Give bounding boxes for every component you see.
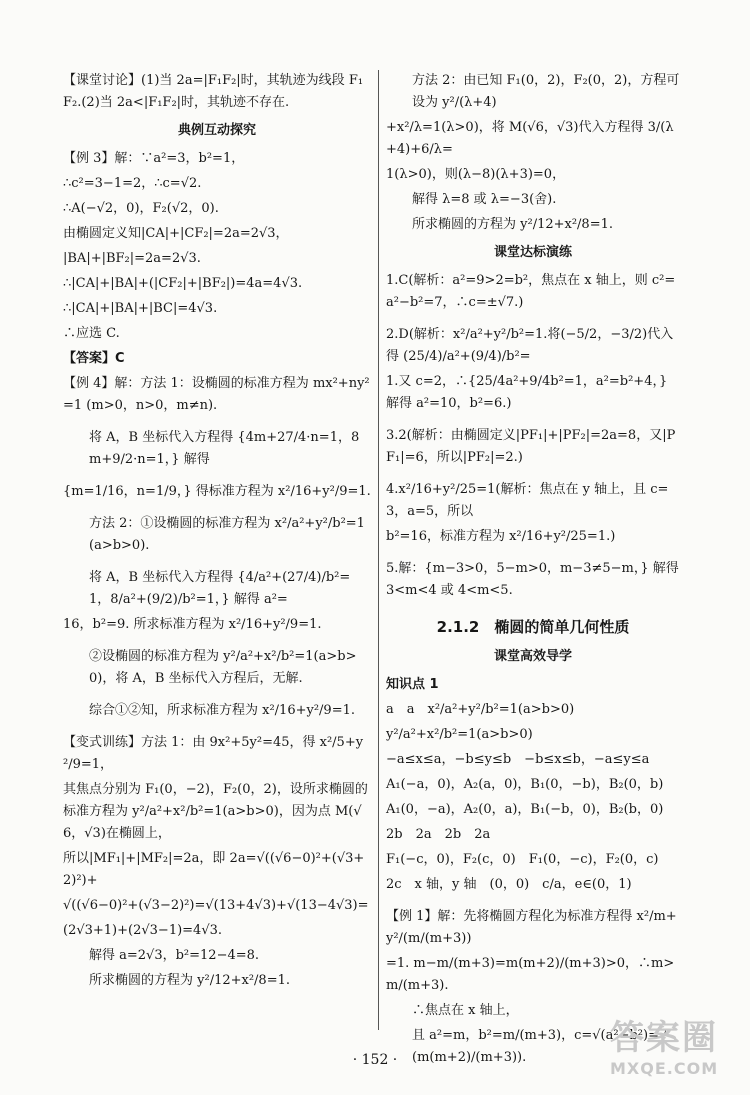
text-line: 由椭圆定义知|CA|+|CF₂|=2a=2√3，	[63, 226, 289, 241]
text-line: 1(λ>0)，则(λ−8)(λ+3)=0，	[386, 167, 566, 182]
chapter-heading: 2.1.2 椭圆的简单几何性质	[436, 618, 630, 636]
knowledge-point-label: 知识点 1	[386, 677, 439, 692]
text-line: √((√6−0)²+(√3−2)²)=√(13+4√3)+√(13−4√3)=	[63, 898, 369, 913]
text-line: 将 A，B 坐标代入方程得 {4/a²+(27/4)/b²=1，8/a²+(9/2)/b²=1，} 解得 a²=	[89, 570, 351, 607]
watermark-url: MXQE.COM	[610, 1059, 719, 1078]
text-line: ∴|CA|+|BA|+|BC|=4√3.	[63, 301, 218, 316]
exercise-2-cont: 1.又 c=2，∴{25/4a²+9/4b²=1，a²=b²+4，} 解得 a²=10，b²=6.)	[386, 374, 668, 411]
section-heading: 典例互动探究	[177, 123, 256, 138]
text-line: y²/a²+x²/b²=1(a>b>0)	[386, 727, 533, 742]
text-line: 将 A，B 坐标代入方程得 {4m+27/4·n=1，8m+9/2·n=1，} 解得	[89, 430, 360, 467]
text-line: 所求椭圆的方程为 y²/12+x²/8=1.	[89, 973, 290, 988]
column-divider	[378, 70, 379, 1030]
text-line: ∴|CA|+|BA|+(|CF₂|+|BF₂|)=4a=4√3.	[63, 276, 303, 291]
discussion-paragraph: 【课堂讨论】(1)当 2a=|F₁F₂|时，其轨迹为线段 F₁F₂.(2)当 2a<|F₁F₂|时，其轨迹不存在.	[63, 73, 364, 110]
left-column	[63, 70, 371, 995]
exercise-3: 3.2(解析：由椭圆定义|PF₁|+|PF₂|=2a=8，又|PF₁|=6，所以|PF₂|=2.)	[386, 428, 676, 465]
text-line: +x²/λ=1(λ>0)，将 M(√6，√3)代入方程得 3/(λ+4)+6/λ=	[386, 120, 674, 157]
variant-training-line: 【变式训练】方法 1：由 9x²+5y²=45，得 x²/5+y²/9=1，	[63, 735, 364, 772]
page-number: · 152 ·	[352, 1052, 398, 1068]
text-line: {m=1/16，n=1/9，} 得标准方程为 x²/16+y²/9=1.	[63, 484, 371, 499]
text-line: =1. m−m/(m+3)=m(m+2)/(m+3)>0，∴m>m/(m+3).	[386, 956, 675, 993]
text-line: ∴c²=3−1=2，∴c=√2.	[63, 176, 202, 191]
watermark-text: 答案圈	[610, 1018, 718, 1058]
text-line: 方法 2：①设椭圆的标准方程为 x²/a²+y²/b²=1(a>b>0).	[89, 516, 365, 553]
answer-line: 【答案】C	[63, 351, 125, 366]
text-line: 所以|MF₁|+|MF₂|=2a，即 2a=√((√6−0)²+(√3+2)²)+	[63, 851, 365, 888]
section-heading: 课堂高效导学	[493, 649, 572, 664]
text-line: 2b 2a 2b 2a	[386, 827, 491, 842]
text-line: A₁(0，−a)，A₂(0，a)，B₁(−b，0)，B₂(b，0)	[386, 802, 664, 817]
text-line: |BA|+|BF₂|=2a=2√3.	[63, 251, 201, 266]
text-line: F₁(−c，0)，F₂(c，0) F₁(0，−c)，F₂(0，c)	[386, 852, 659, 867]
right-column	[386, 70, 680, 1072]
section-heading: 课堂达标演练	[493, 245, 572, 260]
example-4-line: 【例 4】解：方法 1：设椭圆的标准方程为 mx²+ny²=1 (m>0，n>0，m≠n).	[63, 376, 370, 413]
text-line: 方法 2：由已知 F₁(0，2)，F₂(0，2)，方程可设为 y²/(λ+4)	[412, 73, 680, 110]
text-line: 所求椭圆的方程为 y²/12+x²/8=1.	[412, 217, 613, 232]
exercise-1: 1.C(解析：a²=9>2=b²，焦点在 x 轴上，则 c²=a²−b²=7，∴c=±√7.)	[386, 273, 676, 310]
text-line: 解得 a=2√3，b²=12−4=8.	[89, 948, 260, 963]
text-line: ∴A(−√2，0)，F₂(√2，0).	[63, 201, 219, 216]
text-line: ②设椭圆的标准方程为 y²/a²+x²/b²=1(a>b>0)，将 A，B 坐标代入方程后，无解.	[89, 649, 357, 686]
text-line: 且 a²=m，b²=m/(m+3)，c=√(a²−b²)=√(m(m+2)/(m+3)).	[412, 1028, 668, 1065]
text-line: 解得 λ=8 或 λ=−3(舍).	[412, 192, 557, 207]
exercise-2: 2.D(解析：x²/a²+y²/b²=1.将(−5/2，−3/2)代入得 (25/4)/a²+(9/4)/b²=	[386, 327, 674, 364]
example-3-line: 【例 3】解：∵a²=3，b²=1，	[63, 151, 245, 166]
example-1-line: 【例 1】解：先将椭圆方程化为标准方程得 x²/m+y²/(m/(m+3))	[386, 909, 677, 946]
text-line: 其焦点分别为 F₁(0，−2)，F₂(0，2)，设所求椭圆的标准方程为 y²/a²+x²/b²=1(a>b>0)，因为点 M(√6，√3)在椭圆上，	[63, 782, 368, 841]
text-line: 综合①②知，所求标准方程为 x²/16+y²/9=1.	[89, 703, 355, 718]
text-line: A₁(−a，0)，A₂(a，0)，B₁(0，−b)，B₂(0，b)	[386, 777, 664, 792]
text-line: 16，b²=9. 所求标准方程为 x²/16+y²/9=1.	[63, 617, 322, 632]
text-line: a a x²/a²+y²/b²=1(a>b>0)	[386, 702, 575, 717]
watermark-logo	[610, 1010, 740, 1088]
text-line: (2√3+1)+(2√3−1)=4√3.	[63, 923, 223, 938]
text-line: ∴应选 C.	[63, 326, 120, 341]
text-line: 2c x 轴，y 轴 (0，0) c/a，e∈(0，1)	[386, 877, 632, 892]
exercise-4: 4.x²/16+y²/25=1(解析：焦点在 y 轴上，且 c=3，a=5，所以	[386, 482, 669, 519]
exercise-5: 5.解：{m−3>0，5−m>0，m−3≠5−m，} 解得 3<m<4 或 4<m<5.	[386, 561, 679, 598]
text-line: −a≤x≤a，−b≤y≤b −b≤x≤b，−a≤y≤a	[386, 752, 650, 767]
text-line: ∴焦点在 x 轴上，	[412, 1003, 519, 1018]
exercise-4-cont: b²=16，标准方程为 x²/16+y²/25=1.)	[386, 529, 616, 544]
